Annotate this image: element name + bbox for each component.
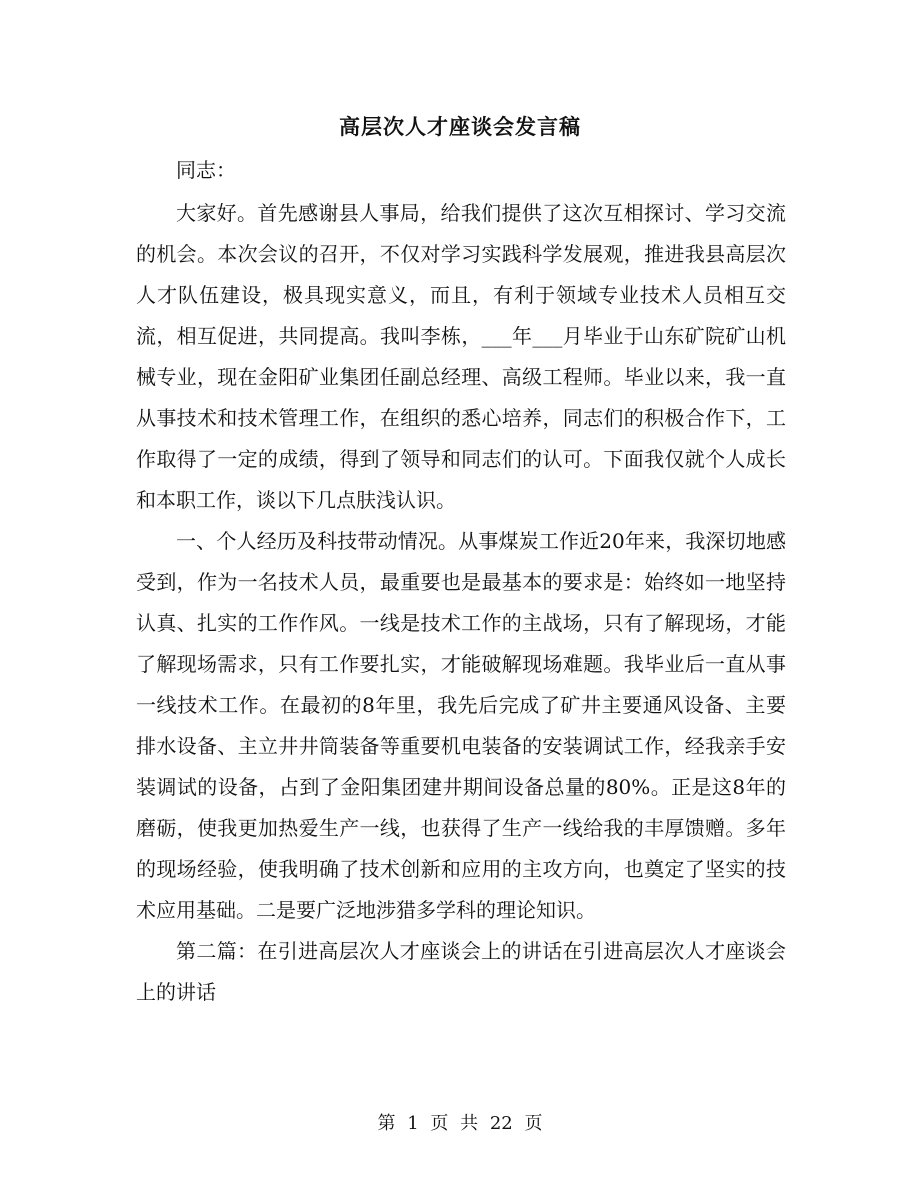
paragraph-second-article: 第二篇：在引进高层次人才座谈会上的讲话在引进高层次人才座谈会上的讲话 [136,939,786,1004]
greeting: 同志： [176,158,236,182]
document-body [136,150,786,1013]
document-title: 高层次人才座谈会发言稿 [339,114,581,139]
paragraph-intro: 大家好。首先感谢县人事局，给我们提供了这次互相探讨、学习交流的机会。本次会议的召开，不仅对学习实践科学发展观，推进我县高层次人才队伍建设，极具现实意义，而且，有利于领域专业技术人员相互交流，相互促进，共同提高。我叫李栋，___年___月毕业于山东矿院矿山机械专业，现在金阳矿业集团任副总经理、高级工程师。毕业以来，我一直从事技术和技术管理工作，在组织的悉心培养，同志们的积极合作下，工作取得了一定的成绩，得到了领导和同志们的认可。下面我仅就个人成长和本职工作，谈以下几点肤浅认识。 [136,201,786,512]
page-number-footer: 第 1 页 共 22 页 [377,1113,543,1134]
paragraph-section-one: 一、个人经历及科技带动情况。从事煤炭工作近20年来，我深切地感受到，作为一名技术人员，最重要也是最基本的要求是：始终如一地坚持认真、扎实的工作作风。一线是技术工作的主战场，只有了解现场，才能了解现场需求，只有工作要扎实，才能破解现场难题。我毕业后一直从事一线技术工作。在最初的8年里，我先后完成了矿井主要通风设备、主要排水设备、主立井井筒装备等重要机电装备的安装调试工作，经我亲手安装调试的设备，占到了金阳集团建井期间设备总量的80%。正是这8年的磨砺，使我更加热爱生产一线，也获得了生产一线给我的丰厚馈赠。多年的现场经验，使我明确了技术创新和应用的主攻方向，也奠定了坚实的技术应用基础。二是要广泛地涉猎多学科的理论知识。 [136,529,786,922]
